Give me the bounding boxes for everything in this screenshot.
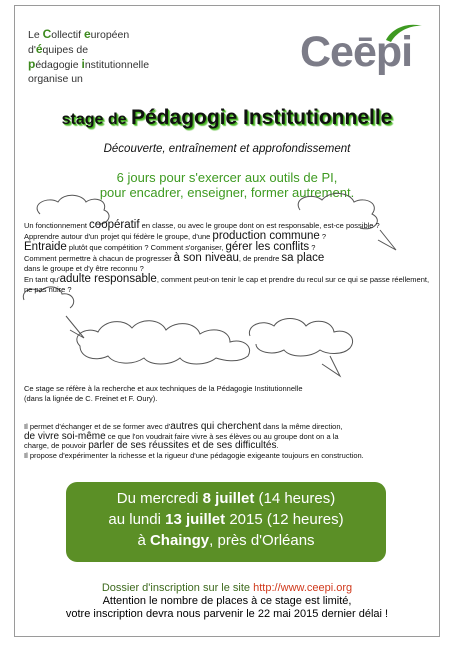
bubble-cloud-right <box>249 319 352 357</box>
question-4: Comment permettre à chacun de progresser à son niveau, de prendre sa place <box>24 252 325 264</box>
org-line-3: pédagogie institutionnelle <box>28 57 150 71</box>
footer-block <box>0 582 454 621</box>
page-title: stage de Pédagogie Institutionnelle <box>61 106 393 129</box>
footer-line-2: Attention le nombre de places à ce stage est limité, <box>102 595 352 607</box>
questions-block <box>24 220 434 295</box>
reference-line-2: (dans la lignée de C. Freinet et F. Oury). <box>24 394 158 403</box>
question-3: Entraide plutôt que compétition ? Comment s'organiser, gérer les conflits ? <box>24 241 316 253</box>
dates-line-1: Du mercredi 8 juillet (14 heures) <box>116 490 336 507</box>
description-p1: Il permet d'échanger et de se former avec d'autres qui cherchent dans la même direction, de vivre soi-même ce que l'on voudrait faire vivre à ses élèves ou au groupe dont on a la charge, de pouvoir parler de ses réussites et de ses difficultés. <box>24 421 343 451</box>
question-5: dans le groupe et d'y être reconnu ? <box>24 264 144 273</box>
bubble-tail-left <box>66 316 84 338</box>
bubble-tail-bottom <box>322 356 340 376</box>
footer-line-3: votre inscription devra nous parvenir le 22 mai 2015 dernier délai ! <box>65 608 389 620</box>
dates-box <box>66 482 386 562</box>
subtitle: Découverte, entraînement et approfondissement <box>103 143 351 155</box>
tagline-line-1: 6 jours pour s'exercer aux outils de PI, <box>116 170 338 185</box>
dates-line-3: à Chaingy, près d'Orléans <box>137 532 315 549</box>
question-2: Apprendre autour d'un projet qui fédère le groupe, d'une production commune ? <box>24 230 327 242</box>
logo-text: Ceēpi <box>300 28 413 76</box>
tagline-line-2: pour encadrer, enseigner, former autrement. <box>99 185 355 200</box>
dates-line-2: au lundi 13 juillet 2015 (12 heures) <box>108 511 344 528</box>
org-line-2: d'équipes de <box>28 42 89 56</box>
footer-line-1: Dossier d'inscription sur le site http://www.ceepi.org <box>101 582 353 594</box>
reference-line-1: Ce stage se réfère à la recherche et aux techniques de la Pédagogie Institutionnelle <box>24 384 303 393</box>
question-1: Un fonctionnement coopératif en classe, ou avec le groupe dont on est responsable, est-ce possible ? <box>24 219 380 231</box>
org-line-4: organise un <box>28 73 83 85</box>
question-6: En tant qu'adulte responsable, comment peut-on tenir le cap et prendre du recul sur ce qui se passe réellement, ne pas nuire ? <box>24 273 430 294</box>
org-line-1: Le Collectif européen <box>28 27 130 41</box>
bubble-cloud-bottom <box>77 321 250 364</box>
description-block <box>24 422 434 460</box>
description-p2: Il propose d'expérimenter la richesse et la rigueur d'une pédagogie exigeante toujours en construction. <box>24 450 364 460</box>
reference-block <box>24 384 434 404</box>
website-link[interactable]: http://www.ceepi.org <box>253 582 353 594</box>
